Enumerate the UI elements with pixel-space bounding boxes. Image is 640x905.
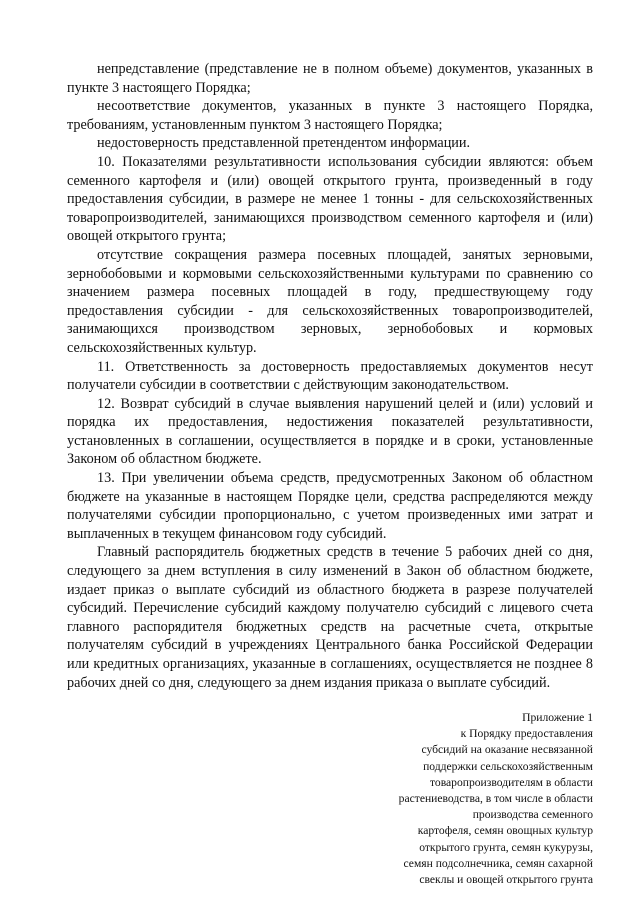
appendix-line: открытого грунта, семян кукурузы, bbox=[419, 840, 593, 854]
appendix-line: Приложение 1 bbox=[522, 711, 593, 724]
document-body bbox=[67, 60, 593, 692]
appendix-line: субсидий на оказание несвязанной bbox=[421, 743, 593, 757]
appendix-line: растениеводства, в том числе в области bbox=[398, 792, 593, 806]
appendix-line: производства семенного bbox=[472, 808, 593, 822]
paragraph-item: отсутствие сокращения размера посевных площадей, занятых зерновыми, зернобобовыми и кормовыми сельскохозяйственными культурами по сравнению со значением размера посевных площадей в году, предшествующему году предоставления субсидии - для сельскохозяйственных товаропроизводителей, занимающихся производством зерновых, зернобобовых и кормовых сельскохозяйственных культур. bbox=[67, 246, 593, 356]
paragraph-item: Главный распорядитель бюджетных средств в течение 5 рабочих дней со дня, следующего за днем вступления в силу изменений в Закон об областном бюджете, издает приказ о выплате субсидий из областного бюджета в разрезе получателей субсидий. Перечисление субсидий каждому получателю субсидий с лицевого счета главного распорядителя бюджетных средств на расчетные счета, открытые получателям субсидий в учреждениях Центрального банка Российской Федерации или кредитных организациях, указанные в соглашениях, осуществляется не позднее 8 рабочих дней со дня, следующего за днем издания приказа о выплате субсидий. bbox=[67, 544, 593, 691]
paragraph-item: 10. Показателями результативности использования субсидии являются: объем семенного картофеля и (или) овощей открытого грунта, произведенный в году предоставления субсидии, в размере не менее 1 тонны - для сельскохозяйственных товаропроизводителей, занимающихся производством семенного картофеля и (или) овощей открытого грунта; bbox=[67, 153, 593, 245]
appendix-line: семян подсолнечника, семян сахарной bbox=[403, 856, 593, 870]
appendix-line: свеклы и овощей открытого грунта bbox=[419, 873, 593, 887]
appendix-line: картофеля, семян овощных культур bbox=[417, 824, 593, 838]
appendix-note bbox=[333, 710, 593, 888]
appendix-line: к Порядку предоставления bbox=[460, 727, 593, 741]
paragraph-item: 12. Возврат субсидий в случае выявления нарушений целей и (или) условий и порядка их предоставления, недостижения показателей результативности, установленных в соглашении, осуществляется в порядке и в сроки, установленные Законом об областном бюджете. bbox=[67, 395, 593, 468]
appendix-line: товаропроизводителям в области bbox=[429, 775, 593, 789]
appendix-line: поддержки сельскохозяйственным bbox=[423, 759, 593, 773]
paragraph-item: недостоверность представленной претендентом информации. bbox=[97, 135, 471, 152]
paragraph-item: 11. Ответственность за достоверность предоставляемых документов несут получатели субсидии в соответствии с действующим законодательством. bbox=[67, 358, 593, 394]
paragraph-item: 13. При увеличении объема средств, предусмотренных Законом об областном бюджете на указанные в настоящем Порядке цели, средства распределяются между получателями субсидии пропорционально, с учетом произведенных ими затрат и выплаченных в текущем финансовом году субсидий. bbox=[67, 470, 593, 542]
paragraph-item: несоответствие документов, указанных в пункте 3 настоящего Порядка, требованиям, установленным пунктом 3 настоящего Порядка; bbox=[67, 98, 593, 133]
paragraph-item: непредставление (представление не в полном объеме) документов, указанных в пункте 3 настоящего Порядка; bbox=[67, 61, 593, 96]
